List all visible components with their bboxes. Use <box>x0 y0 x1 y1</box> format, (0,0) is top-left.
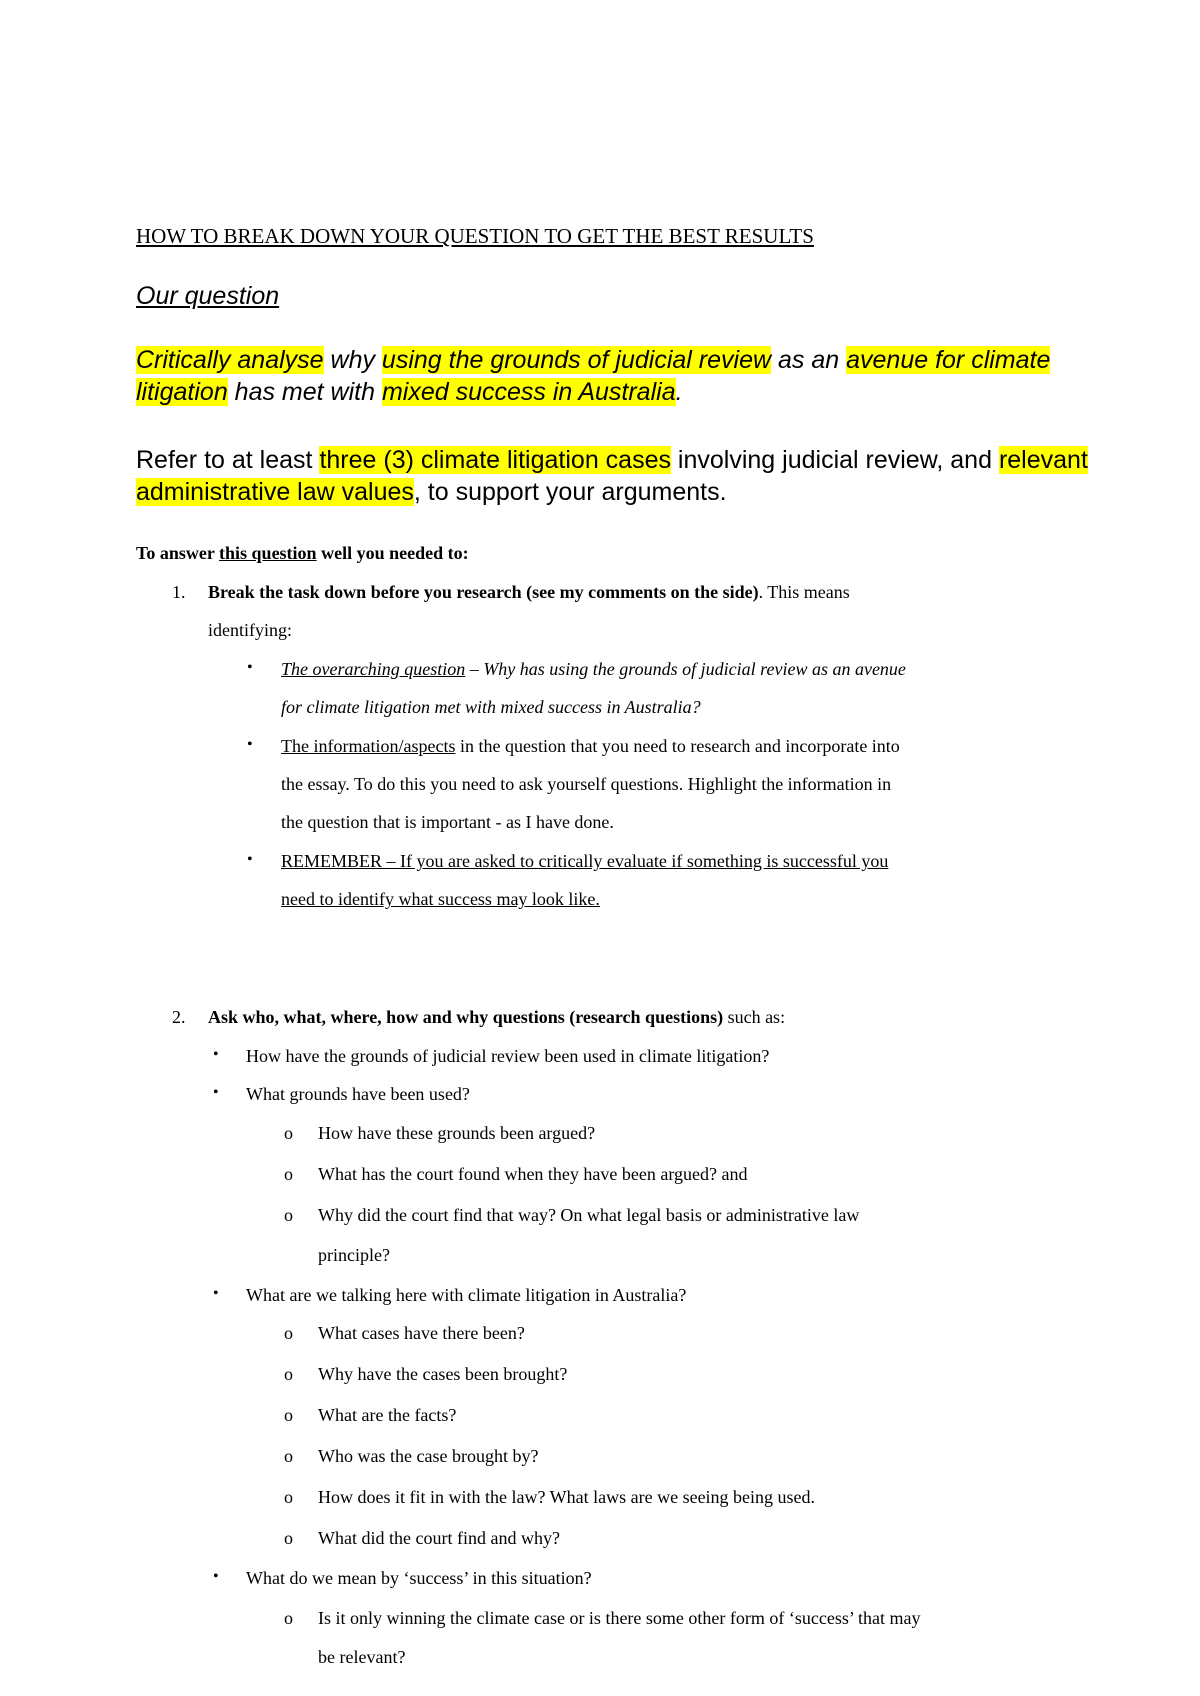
highlight-admin-law-values: relevant administrative law values <box>136 446 1088 506</box>
question-text: has met with <box>227 378 382 406</box>
overarching-question-text: – Why has using the grounds of judicial review as an avenue <box>465 659 906 679</box>
intro-underlined: this question <box>219 543 317 563</box>
bullet-icon: • <box>213 1285 219 1302</box>
highlight-three-cases: three (3) climate litigation cases <box>319 446 671 474</box>
question-text: as an <box>771 346 847 374</box>
step-1-bullet-2-line3: the question that is important - as I have done. <box>281 812 614 832</box>
document-heading: HOW TO BREAK DOWN YOUR QUESTION TO GET THE BEST RESULTS <box>136 224 814 248</box>
bullet-icon: • <box>247 659 253 676</box>
question-text: . <box>675 378 683 406</box>
list-item: How have these grounds been argued? <box>318 1123 596 1143</box>
list-item: What do we mean by ‘success’ in this situation? <box>246 1568 592 1588</box>
sub-bullet-icon: o <box>284 1446 293 1466</box>
list-item: What has the court found when they have been argued? and <box>318 1164 748 1184</box>
highlight-critically-analyse: Critically analyse <box>136 346 324 374</box>
list-item: What grounds have been used? <box>246 1084 470 1104</box>
intro-text: To answer <box>136 543 220 563</box>
list-item: How does it fit in with the law? What laws are we seeing being used. <box>318 1487 816 1507</box>
step-2-rest: such as: <box>723 1007 786 1027</box>
step-2-number: 2. <box>172 1007 186 1027</box>
list-item: How have the grounds of judicial review been used in climate litigation? <box>246 1046 770 1066</box>
sub-bullet-icon: o <box>284 1164 293 1184</box>
step-2-bold: Ask who, what, where, how and why questions (research questions) <box>208 1007 724 1027</box>
list-item: Who was the case brought by? <box>318 1446 539 1466</box>
list-item: Why did the court find that way? On what legal basis or administrative law <box>318 1205 860 1225</box>
sub-bullet-icon: o <box>284 1405 293 1425</box>
refer-text: , to support your arguments. <box>413 478 727 506</box>
step-1-rest: . This means <box>758 582 850 602</box>
sub-bullet-icon: o <box>284 1487 293 1507</box>
question-paragraph <box>136 344 1096 408</box>
step-1-bold: Break the task down before you research (see my comments on the side) <box>208 582 759 602</box>
step-1-line2: identifying: <box>208 620 292 640</box>
list-item: Why have the cases been brought? <box>318 1364 568 1384</box>
step-1-bullet-3-line2: need to identify what success may look like. <box>281 889 600 909</box>
refer-paragraph <box>136 444 1096 508</box>
refer-text: Refer to at least <box>136 446 320 474</box>
refer-text: involving judicial review, and <box>670 446 999 474</box>
our-question-label: Our question <box>136 282 280 310</box>
intro-text: well you needed to: <box>316 543 469 563</box>
bullet-icon: • <box>247 736 253 753</box>
highlight-grounds-of-judicial-review: using the grounds of judicial review <box>381 346 772 374</box>
step-1-line1 <box>208 582 850 603</box>
step-1-bullet-1-line2: for climate litigation met with mixed success in Australia? <box>281 697 701 717</box>
bullet-icon: • <box>213 1568 219 1585</box>
list-item: What are we talking here with climate litigation in Australia? <box>246 1285 687 1305</box>
overarching-question-label: The overarching question <box>281 659 466 679</box>
intro-line <box>136 543 469 564</box>
list-item-continuation: principle? <box>318 1245 390 1265</box>
information-aspects-text: in the question that you need to research and incorporate into <box>455 736 900 756</box>
bullet-icon: • <box>213 1046 219 1063</box>
bullet-icon: • <box>247 851 253 868</box>
information-aspects-label: The information/aspects <box>281 736 456 756</box>
list-item: Is it only winning the climate case or is there some other form of ‘success’ that may <box>318 1608 921 1628</box>
step-1-number: 1. <box>172 582 186 602</box>
sub-bullet-icon: o <box>284 1323 293 1343</box>
sub-bullet-icon: o <box>284 1123 293 1143</box>
step-1-bullet-1-line1 <box>281 659 906 680</box>
sub-bullet-icon: o <box>284 1364 293 1384</box>
sub-bullet-icon: o <box>284 1205 293 1225</box>
list-item: What are the facts? <box>318 1405 457 1425</box>
step-1-bullet-2-line2: the essay. To do this you need to ask yourself questions. Highlight the information in <box>281 774 892 794</box>
list-item: What cases have there been? <box>318 1323 525 1343</box>
highlight-avenue-climate-litigation: avenue for climate litigation <box>136 346 1051 406</box>
step-2-line1 <box>208 1007 785 1028</box>
question-text: why <box>323 346 382 374</box>
sub-bullet-icon: o <box>284 1608 293 1628</box>
step-1-bullet-2-line1 <box>281 736 900 757</box>
highlight-mixed-success: mixed success in Australia <box>381 378 676 406</box>
bullet-icon: • <box>213 1084 219 1101</box>
step-1-bullet-3-line1: REMEMBER – If you are asked to critically evaluate if something is successful you <box>281 851 889 871</box>
sub-bullet-icon: o <box>284 1528 293 1548</box>
list-item-continuation: be relevant? <box>318 1647 406 1667</box>
list-item: What did the court find and why? <box>318 1528 560 1548</box>
